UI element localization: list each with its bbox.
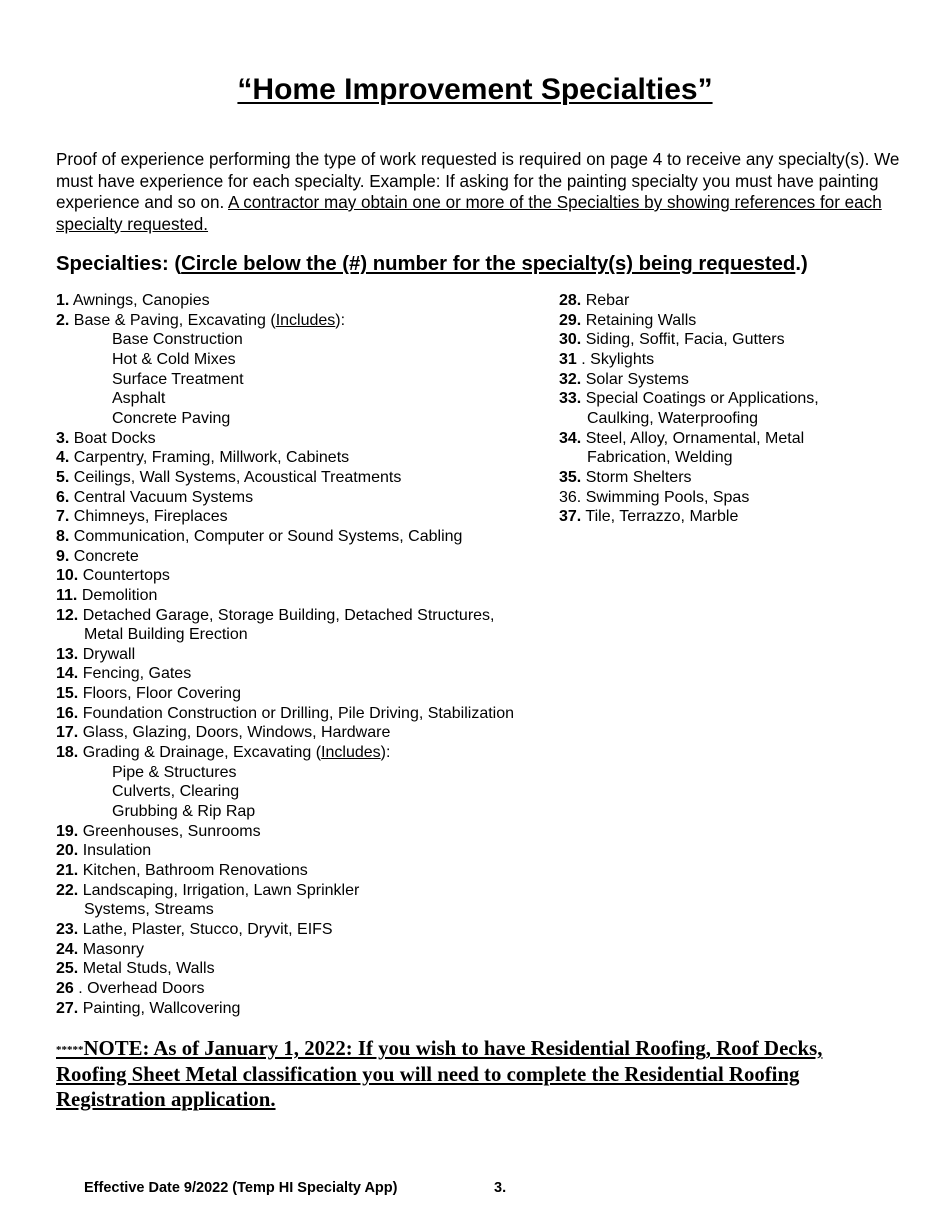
specialty-label: Floors, Floor Covering [82, 685, 241, 703]
specialty-number: 3. [56, 429, 70, 447]
specialty-item [559, 507, 919, 527]
specialty-number: 15. [56, 685, 79, 703]
specialty-item [559, 389, 919, 409]
specialty-label: Retaining Walls [585, 311, 697, 329]
specialty-item [56, 664, 556, 684]
specialty-item [56, 488, 556, 508]
specialty-item [56, 861, 556, 881]
specialty-number: 7. [56, 508, 70, 526]
specialty-label: Steel, Alloy, Ornamental, Metal [585, 429, 805, 447]
includes-label: Includes [275, 311, 336, 329]
specialty-item [56, 429, 556, 449]
specialty-subitem: Grubbing & Rip Rap [112, 803, 256, 821]
specialty-label: Communication, Computer or Sound Systems, Cabling [73, 527, 463, 545]
specialty-item [56, 468, 556, 488]
specialty-item [559, 429, 919, 449]
specialty-number: 29. [559, 311, 582, 329]
specialty-label: Painting, Wallcovering [82, 999, 241, 1017]
specialty-item [559, 311, 919, 331]
specialty-item [559, 370, 919, 390]
specialty-number: 16. [56, 704, 79, 722]
specialty-continuation: Caulking, Waterproofing [587, 409, 759, 427]
specialty-continuation: Fabrication, Welding [587, 449, 733, 467]
intro-underlined-text: A contractor may obtain one or more of the Specialties by showing references for each specialty requested. [56, 193, 882, 234]
heading-instruction: Circle below the (#) number for the specialty(s) being requested [181, 253, 796, 275]
specialty-item [56, 979, 556, 999]
specialty-label: Storm Shelters [585, 468, 692, 486]
specialty-item [56, 723, 556, 743]
specialty-item [56, 606, 556, 626]
specialty-number: 20. [56, 842, 79, 860]
specialty-label: Detached Garage, Storage Building, Detached Structures, [82, 606, 495, 624]
specialty-item [56, 527, 556, 547]
specialty-number: 28. [559, 292, 582, 309]
specialty-number: 22. [56, 881, 79, 899]
specialty-subitem: Pipe & Structures [112, 763, 237, 781]
specialty-number: 34. [559, 429, 582, 447]
specialty-number: 31 [559, 350, 577, 368]
note-stars: ***** [56, 1044, 84, 1056]
specialty-number: 32. [559, 370, 582, 388]
specialty-number: 36. [559, 488, 582, 506]
page-number: 3. [494, 1180, 507, 1196]
specialty-label: Drywall [82, 645, 136, 663]
intro-paragraph [56, 149, 906, 235]
roofing-note [56, 1037, 886, 1112]
specialty-number: 23. [56, 921, 79, 938]
heading-suffix: .) [795, 253, 808, 275]
specialty-number: 35. [559, 468, 582, 486]
specialty-item [56, 547, 556, 567]
specialty-label: Tile, Terrazzo, Marble [585, 508, 739, 526]
specialty-number: 21. [56, 862, 79, 880]
page-title: “Home Improvement Specialties” [237, 73, 713, 106]
specialty-number: 33. [559, 390, 582, 408]
specialty-number: 14. [56, 665, 79, 683]
specialty-label: . Skylights [581, 350, 655, 368]
specialty-number: 37. [559, 508, 582, 526]
specialty-item [559, 350, 919, 370]
specialty-label: Insulation [82, 842, 152, 860]
specialty-item [56, 311, 556, 331]
specialty-label: Grading & Drainage, Excavating ( [82, 744, 322, 762]
specialty-number: 24. [56, 940, 79, 958]
specialty-item [559, 330, 919, 350]
includes-suffix: ): [380, 744, 391, 762]
specialty-label: Central Vacuum Systems [73, 488, 254, 506]
specialty-label: Kitchen, Bathroom Renovations [82, 862, 308, 880]
specialty-item [56, 704, 556, 724]
specialty-number: 30. [559, 331, 582, 349]
specialty-label: Solar Systems [585, 370, 689, 388]
specialty-label: Awnings, Canopies [72, 292, 210, 309]
footer [84, 1180, 507, 1196]
specialty-item [56, 645, 556, 665]
specialty-number: 4. [56, 449, 70, 467]
includes-label: Includes [321, 744, 381, 762]
specialty-subitem: Surface Treatment [112, 370, 244, 388]
specialty-label: Greenhouses, Sunrooms [82, 822, 261, 840]
specialty-label: Swimming Pools, Spas [585, 488, 750, 506]
specialty-subitem: Asphalt [112, 390, 166, 408]
specialty-label: Demolition [81, 586, 158, 604]
specialty-label: Foundation Construction or Drilling, Pile Driving, Stabilization [82, 704, 515, 722]
specialty-number: 6. [56, 488, 70, 506]
specialty-number: 25. [56, 960, 79, 978]
specialty-item [56, 507, 556, 527]
specialty-continuation: Systems, Streams [84, 901, 214, 919]
specialty-item [559, 468, 919, 488]
specialty-number: 18. [56, 744, 79, 762]
specialty-subitem: Culverts, Clearing [112, 783, 240, 801]
specialty-item [56, 940, 556, 960]
specialty-subitem: Concrete Paving [112, 409, 231, 427]
specialty-item [56, 586, 556, 606]
specialty-number: 9. [56, 547, 70, 565]
specialty-label: Chimneys, Fireplaces [73, 508, 228, 526]
specialty-label: Glass, Glazing, Doors, Windows, Hardware [82, 724, 391, 742]
specialty-label: Masonry [82, 940, 145, 958]
specialty-number: 12. [56, 606, 79, 624]
specialty-number: 5. [56, 468, 70, 486]
heading-prefix: Specialties: ( [56, 253, 182, 275]
specialty-number: 10. [56, 567, 79, 585]
intro-text: Proof of experience performing the type of work requested is required on page 4 to receive any specialty(s). We must have experience for each specialty. Example: If asking for the painting specialty you must have painting experience and so on. [56, 150, 900, 212]
specialty-number: 13. [56, 645, 79, 663]
specialty-label: Lathe, Plaster, Stucco, Dryvit, EIFS [82, 921, 333, 938]
specialty-continuation: Metal Building Erection [84, 626, 248, 644]
specialty-item [56, 566, 556, 586]
specialty-label: Ceilings, Wall Systems, Acoustical Treatments [73, 468, 402, 486]
specialty-number: 17. [56, 724, 79, 742]
effective-date: Effective Date 9/2022 (Temp HI Specialty App) [84, 1180, 398, 1196]
specialty-number: 1. [56, 292, 70, 309]
specialty-number: 27. [56, 999, 79, 1017]
specialty-list-left [56, 291, 556, 1018]
specialty-item [56, 881, 556, 901]
specialty-item [559, 488, 919, 508]
specialty-item [56, 841, 556, 861]
specialty-item [56, 999, 556, 1019]
specialty-label: Base & Paving, Excavating ( [73, 311, 276, 329]
specialty-label: Countertops [82, 567, 170, 585]
specialty-item [56, 291, 556, 311]
specialty-item [56, 959, 556, 979]
specialty-label: Landscaping, Irrigation, Lawn Sprinkler [82, 881, 360, 899]
specialties-heading [56, 253, 916, 276]
specialty-number: 19. [56, 822, 79, 840]
includes-suffix: ): [335, 311, 346, 329]
specialty-subitem: Base Construction [112, 331, 243, 349]
specialty-item [56, 684, 556, 704]
specialty-label: Carpentry, Framing, Millwork, Cabinets [73, 449, 350, 467]
specialty-number: 11. [56, 586, 78, 604]
specialty-label: Rebar [585, 292, 630, 309]
specialty-label: Boat Docks [73, 429, 156, 447]
specialty-label: Special Coatings or Applications, [585, 390, 819, 408]
specialty-label: Siding, Soffit, Facia, Gutters [585, 331, 785, 349]
specialty-label: Concrete [73, 547, 139, 565]
specialty-number: 8. [56, 527, 70, 545]
specialty-item [56, 448, 556, 468]
specialty-label: . Overhead Doors [78, 979, 205, 997]
specialty-item [56, 822, 556, 842]
specialty-item [56, 920, 556, 940]
specialty-number: 26 [56, 979, 74, 997]
specialty-label: Metal Studs, Walls [82, 960, 215, 978]
specialty-list-right [559, 291, 919, 527]
specialty-item [559, 291, 919, 311]
specialty-number: 2. [56, 311, 70, 329]
note-text: NOTE: As of January 1, 2022: If you wish to have Residential Roofing, Roof Decks, Roofing Sheet Metal classification you will need to complete the Residential Roofing Registration application. [56, 1037, 823, 1111]
specialty-item [56, 743, 556, 763]
specialty-subitem: Hot & Cold Mixes [112, 350, 236, 368]
specialty-label: Fencing, Gates [82, 665, 192, 683]
